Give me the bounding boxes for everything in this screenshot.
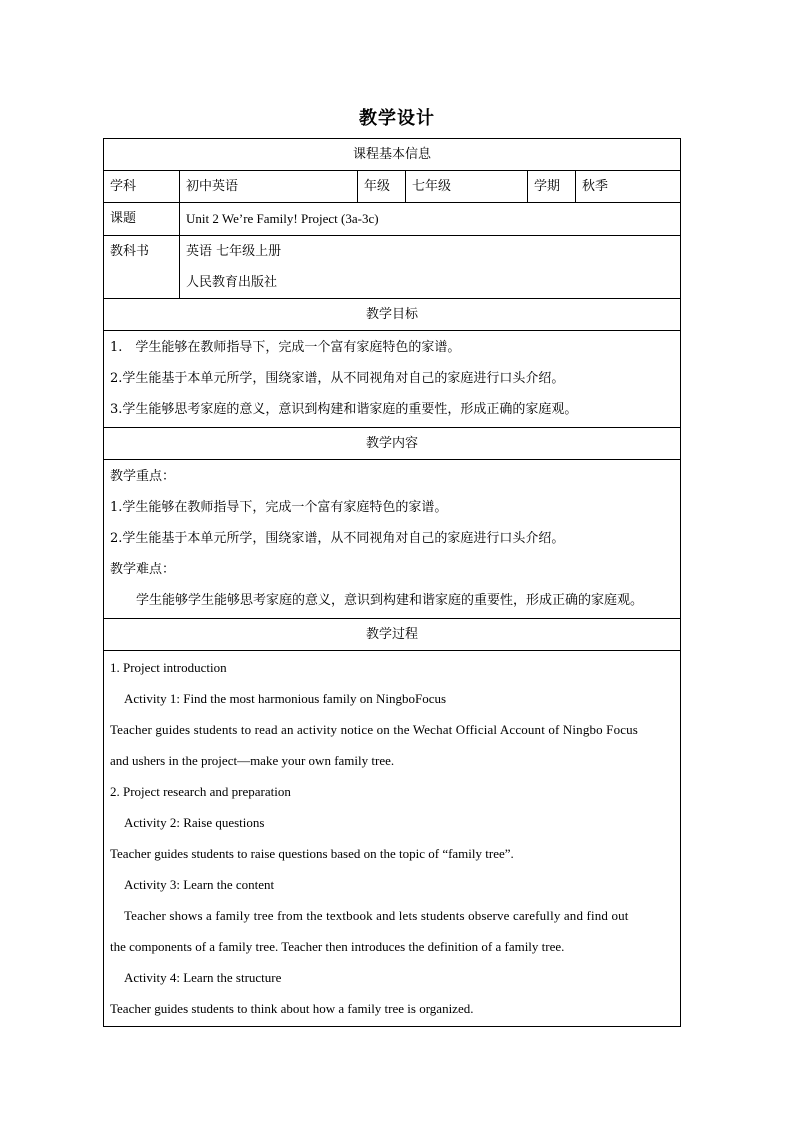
term-value: 秋季 [576,171,681,203]
content-body [104,460,681,619]
topic-value: Unit 2 We’re Family! Project (3a-3c) [180,203,681,236]
process-text-line: and ushers in the project—make your own family tree. [110,753,395,768]
process-text-line: Teacher guides students to think about how a family tree is organized. [110,1001,474,1016]
key-point-item: 1.学生能够在教师指导下，完成一个富有家庭特色的家谱。 [110,500,448,515]
objective-item: 1. 学生能够在教师指导下，完成一个富有家庭特色的家谱。 [110,340,461,355]
term-label: 学期 [528,171,576,203]
key-points-label: 教学重点： [110,469,176,484]
process-activity-title: Activity 2: Raise questions [124,815,265,830]
content-header: 教学内容 [104,428,681,460]
process-section-heading: 1. Project introduction [110,660,227,675]
lesson-plan-table [103,138,681,1027]
textbook-line-1: 英语 七年级上册 [186,244,282,259]
objective-item: 2.学生能基于本单元所学，围绕家谱，从不同视角对自己的家庭进行口头介绍。 [110,371,565,386]
objective-item: 3.学生能够思考家庭的意义，意识到构建和谐家庭的重要性，形成正确的家庭观。 [110,402,578,417]
key-point-item: 2.学生能基于本单元所学，围绕家谱，从不同视角对自己的家庭进行口头介绍。 [110,531,565,546]
subject-label: 学科 [104,171,180,203]
process-text-line: Teacher guides students to raise questions based on the topic of “family tree”. [110,846,514,861]
process-section-heading: 2. Project research and preparation [110,784,291,799]
basic-info-header: 课程基本信息 [104,139,681,171]
topic-label: 课题 [104,203,180,236]
textbook-value [180,236,681,299]
process-activity-title: Activity 4: Learn the structure [124,970,282,985]
process-activity-title: Activity 3: Learn the content [124,877,275,892]
grade-value: 七年级 [406,171,528,203]
objectives-header: 教学目标 [104,299,681,331]
textbook-label [104,236,180,299]
process-text-line: Teacher shows a family tree from the textbook and lets students observe carefully and find out [124,908,629,923]
difficult-point-text: 学生能够学生能够思考家庭的意义，意识到构建和谐家庭的重要性，形成正确的家庭观。 [136,593,644,608]
process-text-line: Teacher guides students to read an activity notice on the Wechat Official Account of Ningbo Focus [110,722,638,737]
process-activity-title: Activity 1: Find the most harmonious family on NingboFocus [124,691,447,706]
grade-label: 年级 [358,171,406,203]
difficult-points-label: 教学难点： [110,562,176,577]
textbook-line-2: 人民教育出版社 [186,275,278,290]
process-body [104,651,681,1027]
subject-value: 初中英语 [180,171,358,203]
document-title: 教学设计 [359,108,435,129]
process-text-line: the components of a family tree. Teacher then introduces the definition of a family tree. [110,939,565,954]
objectives-body [104,331,681,428]
process-header: 教学过程 [104,619,681,651]
textbook-label-text: 教科书 [110,244,150,259]
